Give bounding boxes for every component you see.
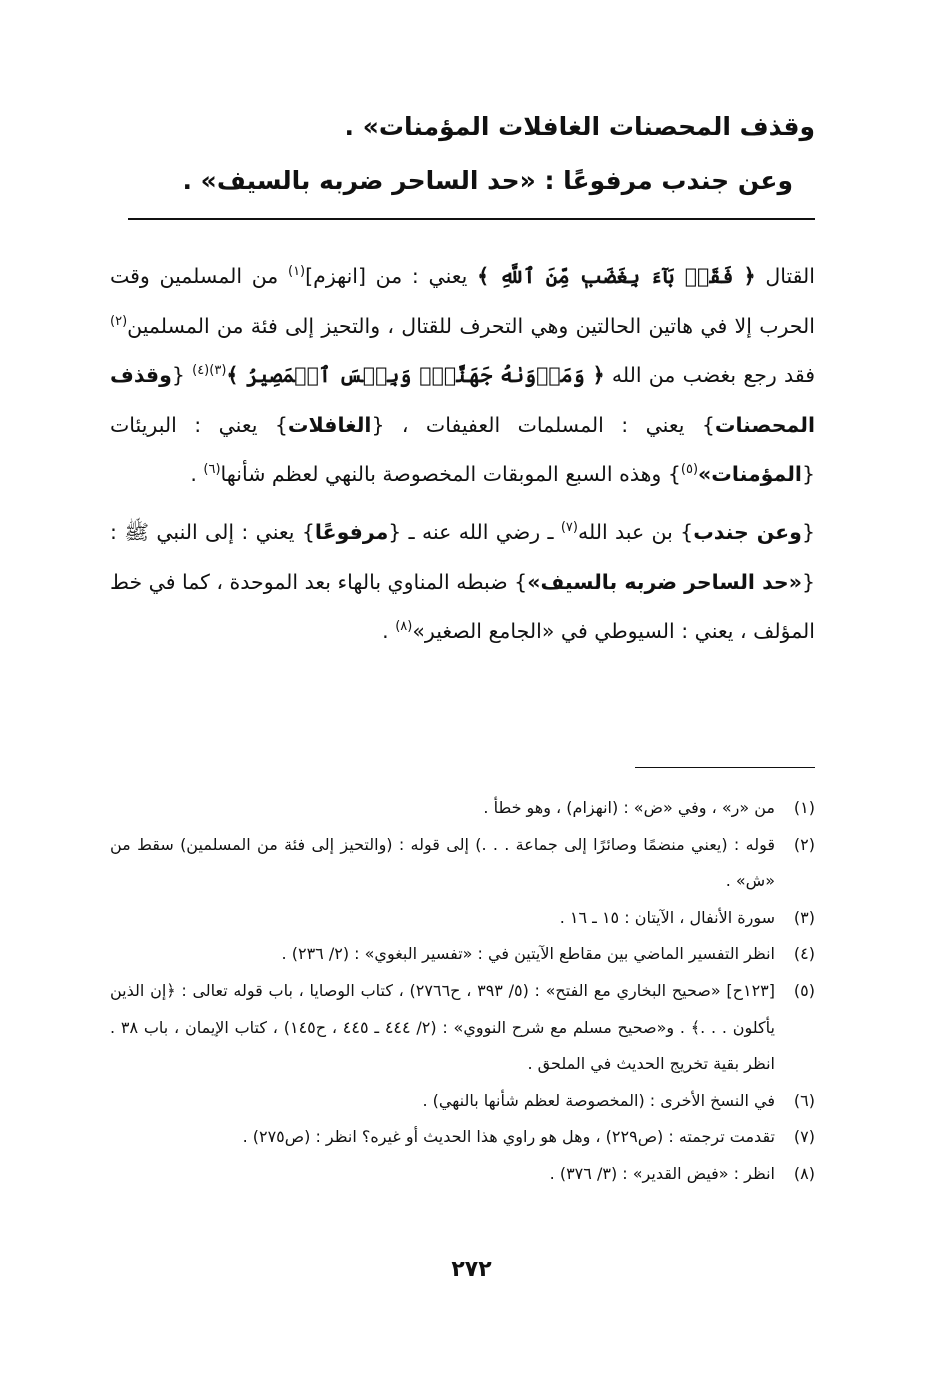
footnote-item: [110, 1119, 815, 1156]
footnote-item: [110, 827, 815, 900]
text-run: } ضبطه المناوي بالهاء بعد الموحدة ، كما في خط المؤلف ، يعني : السيوطي في «الجامع الصغير»: [110, 569, 815, 644]
footnote-item: [110, 790, 815, 827]
page-number: ٢٧٢: [451, 1257, 492, 1282]
text-run: } يعني : إلى النبي ﷺ : {: [110, 519, 815, 594]
footnote-item: [110, 1156, 815, 1193]
footnote-number: (٤): [793, 944, 815, 964]
matn-keyword: الغافلات: [287, 412, 372, 437]
footnote-item: [110, 1083, 815, 1120]
text-run: .: [190, 462, 204, 487]
footnote-text: سورة الأنفال ، الآيتان : ١٥ ـ ١٦ .: [559, 907, 775, 927]
commentary-paragraph-1: [110, 252, 815, 500]
text-run: } يعني : البريئات {: [110, 412, 815, 487]
matn-keyword: وعن جندب: [693, 519, 802, 544]
quran-verse: ﴿ فَقَدۡ بَآءَ بِغَضَبٖ مِّنَ ٱللَّهِ ﴾: [477, 264, 756, 288]
footnote-ref: (٦): [203, 462, 221, 478]
footnote-ref: (٧): [560, 520, 578, 536]
footnote-number: (٥): [793, 980, 815, 1000]
footnotes: [110, 790, 815, 1193]
footnote-number: (٢): [793, 834, 815, 854]
text-run: {: [171, 363, 193, 388]
commentary-text: [110, 252, 815, 657]
matn-line-2: وعن جندب مرفوعًا : «حد الساحر ضربه بالسيف» .: [182, 166, 793, 195]
text-run: من المسلمين وقت الحرب إلا في هاتين الحالتين وهي التحرف للقتال ، والتحيز إلى فئة من المسلمين: [110, 264, 815, 338]
footnote-number: (٧): [793, 1127, 815, 1147]
matn-keyword: المؤمنات»: [698, 462, 802, 487]
footnote-ref: (٨): [395, 619, 413, 635]
text-run: يعني : من [انهزم]: [305, 264, 478, 288]
text-run: .: [382, 619, 396, 644]
footnote-item: [110, 973, 815, 1083]
matn-keyword: مرفوعًا: [314, 519, 389, 544]
footnote-text: [١٢٣ح] «صحيح البخاري مع الفتح» : (٥/ ٣٩٣ ، ح٢٧٦٦) ، كتاب الوصايا ، باب قوله تعالى : ﴿إن الذين يأكلون . . .﴾ . و«صحيح مسلم مع شرح النووي» : (٢/ ٤٤٤ ـ ٤٤٥ ، ح١٤٥) ، كتاب الإيمان ، باب ٣٨ . انظر بقية تخريج الحديث في الملحق .: [110, 980, 776, 1074]
text-run: ـ رضي الله عنه ـ {: [388, 519, 561, 544]
text-run: } بن عبد الله: [577, 519, 694, 544]
footnote-ref: (٥): [680, 462, 699, 478]
text-run: } وهذه السبع الموبقات المخصوصة بالنهي لعظم شأنها: [220, 462, 681, 487]
footnote-text: في النسخ الأخرى : (المخصوصة لعظم شأنها بالنهي) .: [422, 1090, 775, 1110]
footnote-text: انظر : «فيض القدير» : (٣/ ٣٧٦) .: [549, 1163, 775, 1183]
quran-verse: ﴿ وَمَأۡوَىٰهُ جَهَنَّمُۖ وَبِئۡسَ ٱلۡمَصِيرُ ﴾: [226, 363, 605, 388]
text-run: فقد رجع بغضب من الله: [604, 363, 815, 388]
text-run: {: [801, 519, 815, 544]
footnote-ref: (١): [287, 264, 306, 280]
footnote-number: (٨): [793, 1163, 815, 1183]
footnote-text: من «ر» ، وفي «ض» : (انهزام) ، وهو خطأ .: [483, 798, 775, 817]
commentary-paragraph-2: [110, 508, 815, 657]
footnote-number: (٣): [793, 907, 815, 927]
text-run: القتال: [755, 264, 815, 288]
matn-keyword: وقذف المحصنات: [110, 363, 815, 437]
footnote-item: [110, 936, 815, 973]
matn-line-1: وقذف المحصنات الغافلات المؤمنات» .: [344, 112, 815, 141]
main-separator: [128, 218, 815, 220]
matn-keyword: «حد الساحر ضربه بالسيف»: [527, 569, 802, 594]
footnote-item: [110, 900, 815, 937]
footnote-ref: (٢): [110, 313, 128, 329]
footnote-number: (١): [793, 798, 815, 817]
footnote-ref: (٣)(٤): [192, 363, 227, 379]
footnote-text: تقدمت ترجمته : (ص٢٢٩) ، وهل هو راوي هذا الحديث أو غيره؟ انظر : (ص٢٧٥) .: [242, 1127, 775, 1147]
text-run: } يعني : المسلمات العفيفات ، {: [371, 412, 715, 437]
footnote-separator: [635, 767, 815, 768]
footnote-text: قوله : (يعني منضمًا وصائرًا إلى جماعة . . .) إلى قوله : (والتحيز إلى فئة من المسلمين) سقط من «ش» .: [110, 834, 775, 891]
matn-text: [110, 100, 815, 208]
footnote-number: (٦): [793, 1090, 815, 1110]
footnote-text: انظر التفسير الماضي بين مقاطع الآيتين في : «تفسير البغوي» : (٢/ ٢٣٦) .: [281, 944, 775, 964]
